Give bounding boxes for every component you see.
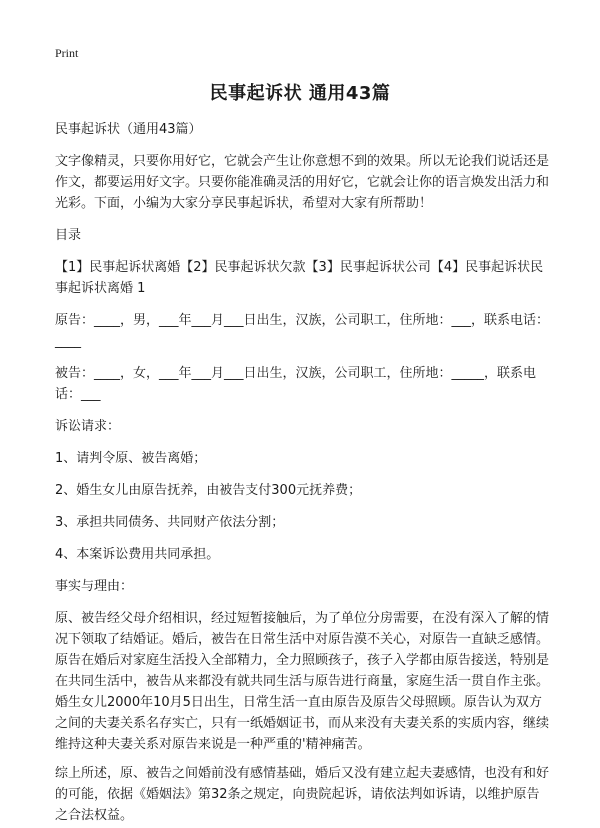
claim-item: 2、婚生女儿由原告抚养，由被告支付300元抚养费； <box>55 483 362 498</box>
facts-heading: 事实与理由： <box>55 579 134 594</box>
facts-paragraph: 原、被告经父母介绍相识，经过短暂接触后，为了单位分房需要，在没有深入了解的情况下领取了结婚证。婚后，被告在日常生活中对原告漠不关心，对原告一直缺乏感情。原告在婚后对家庭生活投入全部精力，全力照顾孩子，孩子入学都由原告接送，特别是在共同生活中，被告从来都没有就共同生活与原告进行商量，家庭生活一贯自作主张。婚生女儿2000年10月5日出生，日常生活一直由原告及原告父母照顾。原告认为双方之间的夫妻关系名存实亡，只有一纸婚姻证书，而从来没有夫妻关系的实质内容，继续维持这种夫妻关系对原告来说是一种严重的'精神痛苦。 <box>55 611 550 752</box>
document-body <box>55 119 550 826</box>
toc-line: 【1】民事起诉状离婚【2】民事起诉状欠款【3】民事起诉状公司【4】民事起诉状民事起诉状离婚 1 <box>55 260 544 296</box>
claim-item: 3、承担共同债务、共同财产依法分割； <box>55 515 285 530</box>
defendant-info: 被告：____，女，___年___月___日出生，汉族，公司职工，住所地：_____，联系电话：___ <box>55 366 537 402</box>
intro-paragraph: 文字像精灵，只要你用好它，它就会产生让你意想不到的效果。所以无论我们说话还是作文，都要运用好文字。只要你能准确灵活的用好它，它就会让你的语言焕发出活力和光彩。下面，小编为大家分享民事起诉状，希望对大家有所帮助！ <box>55 154 550 211</box>
page-title: 民事起诉状 通用43篇 <box>209 83 391 104</box>
plaintiff-info: 原告：____，男，___年___月___日出生，汉族，公司职工，住所地：___，联系电话：____ <box>55 313 550 349</box>
claim-item: 4、本案诉讼费用共同承担。 <box>55 547 220 562</box>
toc-heading: 目录 <box>55 228 82 243</box>
subtitle: 民事起诉状（通用43篇） <box>55 122 202 137</box>
claims-heading: 诉讼请求： <box>55 419 121 434</box>
print-link[interactable]: Print <box>55 46 79 60</box>
conclusion-paragraph: 综上所述，原、被告之间婚前没有感情基础，婚后又没有建立起夫妻感情，也没有和好的可能，依据《婚姻法》第32条之规定，向贵院起诉，请依法判如诉请，以维护原告之合法权益。 <box>55 766 550 823</box>
claim-item: 1、请判令原、被告离婚； <box>55 451 207 466</box>
